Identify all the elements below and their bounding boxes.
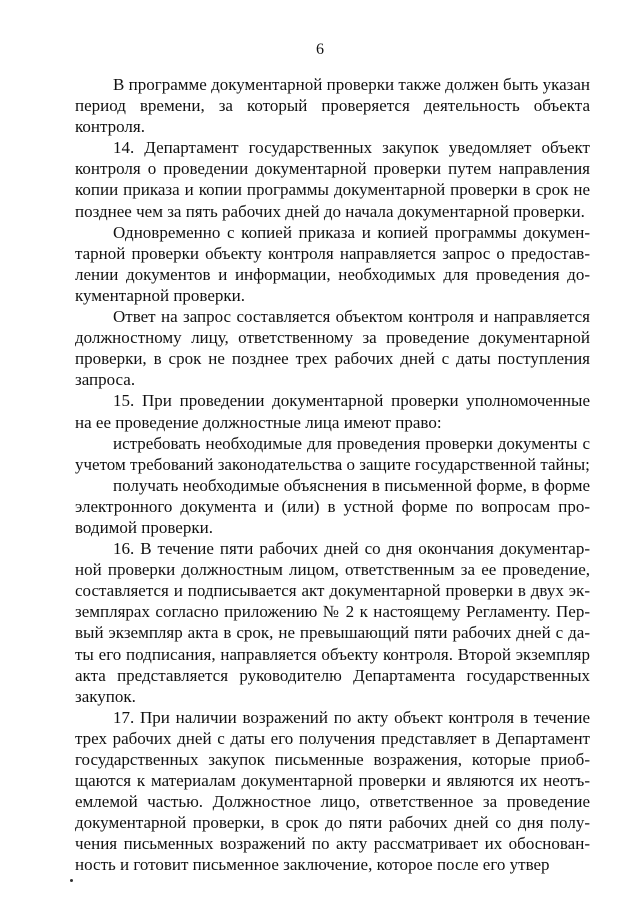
scan-speck — [70, 879, 73, 882]
paragraph-17-objections: 17. При наличии возражений по акту объект контроля в течение трех рабочих дней с даты его получения представляет в Департамент государственных закупок письменные возражения, которые приобщаются к материалам документарной проверки и являются их неотъемлемой частью. Должностное лицо, ответственное за проведение документарной проверки, в срок до пяти рабочих дней со дня получения письменных возражений по акту рассматривает их обоснованность и готовит письменное заключение, которое после его утвер — [75, 707, 590, 875]
paragraph-15-rights: 15. При проведении документарной проверки уполномоченные на ее проведение должностные лица имеют право: — [75, 391, 590, 432]
paragraph-14-notification: 14. Департамент государственных закупок уведомляет объект контроля о проведении документарной проверки путем направления копии приказа и копии программы документарной проверки в срок не позднее чем за пять рабочих дней до начала документарной проверки. — [75, 138, 590, 221]
page-number: 6 — [316, 41, 324, 58]
paragraph-program-period: В программе документарной проверки также должен быть указан период времени, за который проверяется деятельность объекта контроля. — [75, 75, 590, 137]
paragraph-right-request-documents: истребовать необходимые для проведения проверки документы с учетом требований законодательства о защите государственной тайны; — [75, 433, 590, 474]
paragraph-16-inspection-act: 16. В течение пяти рабочих дней со дня окончания документарной проверки должностным лицом, ответственным за ее проведение, составляется и подписывается акт документарной проверки в двух экземплярах согласно приложению № 2 к настоящему Регламенту. Первый экземпляр акта в срок, не превышающий пяти рабочих дней с даты его подписания, направляется объекту контроля. Второй экземпляр акта представляется руководителю Департамента государственных закупок. — [75, 539, 590, 706]
paragraph-document-request: Одновременно с копией приказа и копией программы документарной проверки объекту контроля направляется запрос о предоставлении документов и информации, необходимых для проведения документарной проверки. — [75, 222, 590, 305]
document-body — [75, 74, 590, 876]
paragraph-request-response: Ответ на запрос составляется объектом контроля и направляется должностному лицу, ответственному за проведение документарной проверки, в срок не позднее трех рабочих дней с даты поступления запроса. — [75, 307, 590, 390]
paragraph-right-explanations: получать необходимые объяснения в письменной форме, в форме электронного документа и (или) в устной форме по вопросам проводимой проверки. — [75, 475, 590, 537]
